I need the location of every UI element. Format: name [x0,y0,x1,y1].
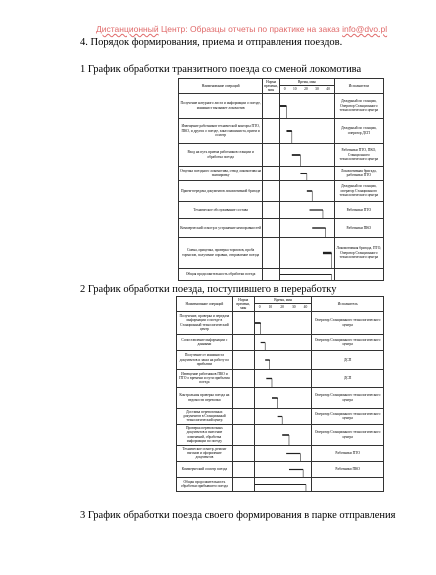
operation-cell: Общая продолжительность обработки поезда [179,268,263,280]
time-tick: 10 [292,87,297,92]
gantt-cell [279,143,334,166]
operation-cell: Отцепка поездного локомотива, отвод локомотива на экипировку [179,166,263,180]
norm-cell [263,218,280,237]
subsection-heading-1: 1 График обработки транзитного поезда со сменой локомотива [80,64,362,75]
schedule-table-2 [176,296,384,492]
operation-cell: Получение натурного листа и информации о поезде, машинист вызывает локомотив [179,93,263,118]
table-row [177,311,384,334]
norm-cell [263,268,280,280]
gantt-cell [254,311,312,334]
schedule-table-1 [178,78,384,281]
operation-cell: Вход на путь приема работников станции и обработка поезда [179,143,263,166]
table-row [177,424,384,445]
executor-cell: Локомотивная бригада, ПТО, Оператор Станционного технологического центра [334,237,383,268]
table-row [179,166,384,180]
executor-cell: Оператор Станционного технологического центра [312,408,384,424]
norm-cell [263,118,280,143]
table-row [177,445,384,461]
table-row [177,350,384,369]
gantt-cell [279,237,334,268]
table-row [177,334,384,350]
table-row [179,201,384,218]
operation-cell: Коммерческий осмотр и устранение неисправностей [179,218,263,237]
time-tick: 30 [291,305,296,310]
executor-cell: Работники ПТО [334,201,383,218]
executor-cell [334,268,383,280]
time-tick: 0 [258,305,261,310]
table-row [179,93,384,118]
norm-cell [263,201,280,218]
section-heading: 4. Порядок формирования, приема и отправления поездов. [80,37,343,48]
time-tick: 20 [280,305,284,310]
operation-cell: Техническое осмотр, ремонт вагонов и оформление документов [177,445,233,461]
norm-cell [232,461,254,477]
executor-cell: Работники ПТО, ПКО, Станционного технологического центра [334,143,383,166]
operation-cell: Извещение работников ПКО и ПТО о времени и пути прибытия поезда [177,369,233,387]
operation-cell: Контрольная проверка поезда на ведомости перевозки [177,387,233,408]
table-row [177,477,384,491]
col-header-time: Время, мин [254,297,312,304]
operation-cell: Доставка перевозочных документов в Станционный технологический центр [177,408,233,424]
gantt-cell [279,180,334,201]
table-row [179,143,384,166]
gantt-cell [254,408,312,424]
executor-cell: Работники ПТО [312,445,384,461]
operation-cell: Извещение работников технической конторы ПТО, ПКО, и других о поезде, заказ машиниста, прием и осмотр [179,118,263,143]
col-header-time: Время, мин [279,79,334,86]
operation-cell: Проверка перевозочных документов и внесение изменений, обработка информации по поезду [177,424,233,445]
gantt-cell [254,387,312,408]
gantt-cell [254,445,312,461]
operation-cell: Получение от машиниста документов и заказ на работу по прибытии [177,350,233,369]
norm-cell [232,311,254,334]
operation-cell: Сопоставление информации с данными [177,334,233,350]
norm-cell [232,369,254,387]
subsection-heading-2: 2 График обработки поезда, поступившего в переработку [80,284,337,295]
time-tick: 30 [315,87,319,92]
executor-cell: Дежурный по станции, Оператор Станционного технологического центра [334,93,383,118]
executor-cell: Работники ПКО [312,461,384,477]
watermark-middle: Центр: Образцы отчеты по практике на заказ [160,24,340,34]
executor-cell: Оператор Станционного технологического центра [312,424,384,445]
col-header-executor: Исполнитель [312,297,384,312]
executor-cell: ДСП [312,369,384,387]
norm-cell [232,334,254,350]
norm-cell [232,424,254,445]
table-row [177,369,384,387]
norm-cell [263,180,280,201]
gantt-cell [279,166,334,180]
gantt-cell [279,93,334,118]
gantt-cell [254,350,312,369]
executor-cell: Оператор Станционного технологического центра [312,387,384,408]
gantt-cell [279,268,334,280]
executor-cell: Локомотивная бригада, работники ПТО [334,166,383,180]
executor-cell: Работники ПКО [334,218,383,237]
gantt-cell [254,461,312,477]
executor-cell: Дежурный по станции, оператор Станционного технологического центра [334,180,383,201]
col-header-norm: Норма времени, мин [232,297,254,312]
norm-cell [232,350,254,369]
executor-cell [312,477,384,491]
table-row [177,461,384,477]
col-header-executor: Исполнители [334,79,383,94]
table-row [179,237,384,268]
executor-cell: Оператор Станционного технологического центра [312,334,384,350]
table-row [177,408,384,424]
time-tick: 10 [268,305,273,310]
col-header-operation: Наименование операций [177,297,233,312]
norm-cell [232,387,254,408]
time-tick: 40 [303,305,308,310]
gantt-cell [279,218,334,237]
watermark-email[interactable]: info@dvo.pl [342,24,388,34]
subsection-heading-3: 3 График обработки поезда своего формирования в парке отправления [80,510,396,521]
executor-cell: Дежурный по станции, оператор ДСП [334,118,383,143]
gantt-cell [254,424,312,445]
col-header-operation: Наименование операций [179,79,263,94]
norm-cell [263,93,280,118]
time-tick: 0 [283,87,286,92]
norm-cell [263,143,280,166]
norm-cell [232,445,254,461]
watermark-prefix: Дистанционный [96,24,159,34]
watermark [96,24,387,34]
gantt-cell [279,118,334,143]
executor-cell: ДСП [312,350,384,369]
operation-cell: Общая продолжительность обработки прибывшего поезда [177,477,233,491]
executor-cell: Оператор Станционного технологического центра [312,311,384,334]
gantt-cell [254,477,312,491]
table-row [179,218,384,237]
col-header-norm: Норма времени, мин [264,79,278,92]
time-tick: 40 [326,87,330,92]
time-tick: 20 [304,87,308,92]
operation-cell: Смена, прицепка, проверка тормозов, проба тормозов, получение справки, отправление поезда [179,237,263,268]
norm-cell [232,408,254,424]
table-row [179,180,384,201]
table-row [177,387,384,408]
table-row [179,268,384,280]
table-row [179,118,384,143]
operation-cell: Техническое обслуживание состава [179,201,263,218]
operation-cell: Коммерческий осмотр поезда [177,461,233,477]
operation-cell: Прием-передача документов локомотивной бригаде [179,180,263,201]
time-ticks [279,86,334,93]
gantt-cell [254,369,312,387]
operation-cell: Получение, проверка и передача информации о поезде в Станционный технологический центр [177,311,233,334]
norm-cell [232,477,254,491]
time-ticks [254,304,312,311]
gantt-cell [279,201,334,218]
norm-cell [263,237,280,268]
gantt-cell [254,334,312,350]
norm-cell [263,166,280,180]
